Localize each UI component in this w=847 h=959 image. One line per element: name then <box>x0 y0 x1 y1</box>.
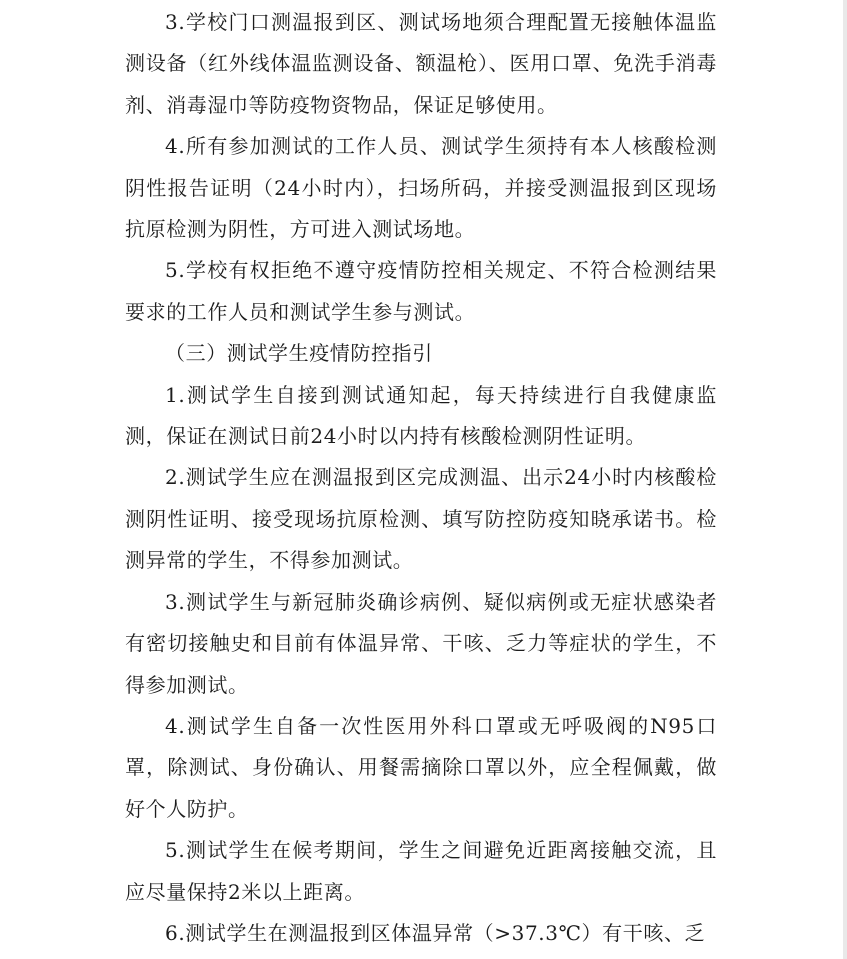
paragraph-item-4: 4.所有参加测试的工作人员、测试学生须持有本人核酸检测阴性报告证明（24小时内），扫场所码，并接受测温报到区现场抗原检测为阴性，方可进入测试场地。 <box>125 134 717 242</box>
paragraph-item-3: 3.学校门口测温报到区、测试场地须合理配置无接触体温监测设备（红外线体温监测设备、额温枪）、医用口罩、免洗手消毒剂、消毒湿巾等防疫物资物品，保证足够使用。 <box>125 10 717 117</box>
paragraph-item-5: 5.学校有权拒绝不遵守疫情防控相关规定、不符合检测结果要求的工作人员和测试学生参与测试。 <box>125 258 717 324</box>
document-body <box>125 2 717 954</box>
student-guideline-4: 4.测试学生自备一次性医用外科口罩或无呼吸阀的N95口罩，除测试、身份确认、用餐需摘除口罩以外，应全程佩戴，做好个人防护。 <box>125 713 717 821</box>
student-guideline-6: 6.测试学生在测温报到区体温异常（>37.3℃）有干咳、乏 <box>165 920 706 945</box>
student-guideline-1: 1.测试学生自接到测试通知起，每天持续进行自我健康监测，保证在测试日前24小时以内持有核酸检测阴性证明。 <box>125 382 717 449</box>
page-edge-scrollbar <box>843 0 847 959</box>
section-heading: （三）测试学生疫情防控指引 <box>165 341 433 366</box>
student-guideline-2: 2.测试学生应在测温报到区完成测温、出示24小时内核酸检测阴性证明、接受现场抗原检测、填写防控防疫知晓承诺书。检测异常的学生，不得参加测试。 <box>125 465 717 573</box>
student-guideline-3: 3.测试学生与新冠肺炎确诊病例、疑似病例或无症状感染者有密切接触史和目前有体温异常、干咳、乏力等症状的学生，不得参加测试。 <box>125 589 717 697</box>
student-guideline-5: 5.测试学生在候考期间，学生之间避免近距离接触交流，且应尽量保持2米以上距离。 <box>125 838 717 904</box>
